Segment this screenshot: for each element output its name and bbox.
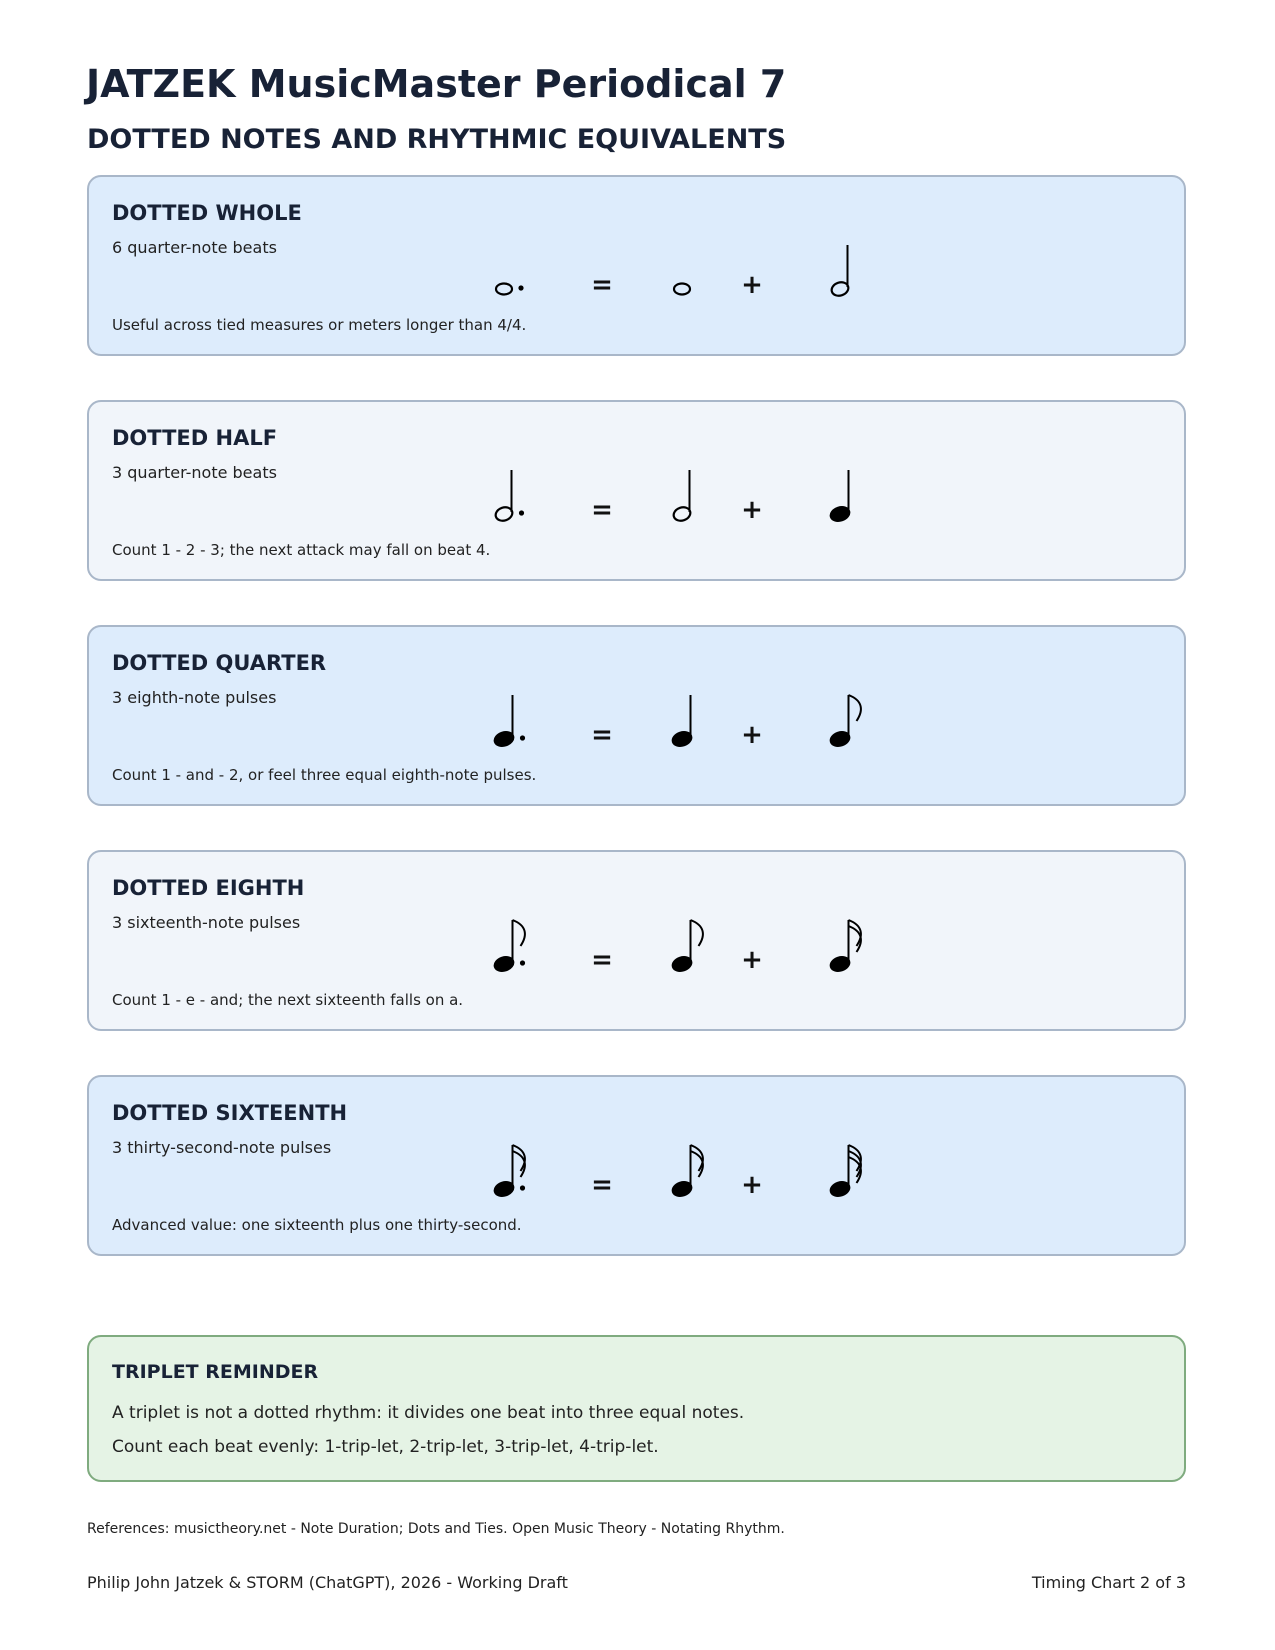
- card-dotted-quarter: [87, 625, 1186, 806]
- card-subtitle: 3 eighth-note pulses: [112, 688, 277, 707]
- half-note-icon: [672, 470, 692, 523]
- triplet-reminder-box: [87, 1335, 1186, 1482]
- card-subtitle: 3 sixteenth-note pulses: [112, 913, 301, 932]
- eighth-note-icon: [829, 695, 861, 748]
- card-note: Advanced value: one sixteenth plus one thirty-second.: [112, 1216, 522, 1234]
- card-title: DOTTED WHOLE: [112, 201, 302, 225]
- plus-sign: +: [741, 1170, 763, 1200]
- card-title: DOTTED EIGHTH: [112, 876, 305, 900]
- sixteenth-note-icon: [829, 920, 861, 973]
- note-equation: [489, 442, 989, 532]
- card-dotted-whole: [87, 175, 1186, 356]
- card-note: Count 1 - 2 - 3; the next attack may fall on beat 4.: [112, 541, 491, 559]
- whole-note-icon: [674, 284, 690, 295]
- equals-sign: =: [591, 945, 613, 975]
- page-title: JATZEK MusicMaster Periodical 7: [86, 62, 787, 106]
- sixteenth-note-icon: [671, 1145, 703, 1198]
- card-dotted-eighth: [87, 850, 1186, 1031]
- plus-sign: +: [741, 945, 763, 975]
- plus-sign: +: [741, 495, 763, 525]
- equals-sign: =: [591, 720, 613, 750]
- note-equation: [489, 667, 989, 757]
- triplet-title: TRIPLET REMINDER: [112, 1361, 319, 1383]
- references: References: musictheory.net - Note Duration; Dots and Ties. Open Music Theory - Notating Rhythm.: [87, 1521, 785, 1537]
- eighth-note-icon: [671, 920, 703, 973]
- footer-credit: Philip John Jatzek & STORM (ChatGPT), 2026 - Working Draft: [87, 1573, 568, 1592]
- card-subtitle: 3 thirty-second-note pulses: [112, 1138, 332, 1157]
- equals-sign: =: [591, 495, 613, 525]
- card-note: Useful across tied measures or meters longer than 4/4.: [112, 316, 527, 334]
- card-title: DOTTED QUARTER: [112, 651, 327, 675]
- note-equation: [489, 217, 989, 307]
- triplet-line-1: A triplet is not a dotted rhythm: it divides one beat into three equal notes.: [112, 1403, 745, 1423]
- plus-sign: +: [741, 270, 763, 300]
- triplet-line-2: Count each beat evenly: 1-trip-let, 2-trip-let, 3-trip-let, 4-trip-let.: [112, 1437, 659, 1457]
- quarter-note-icon: [671, 695, 693, 748]
- half-note-icon: [830, 245, 850, 298]
- note-equation: [489, 892, 989, 982]
- note-equation: [489, 1117, 989, 1207]
- dotted-eighth-note-icon: [493, 920, 525, 973]
- card-dotted-sixteenth: [87, 1075, 1186, 1256]
- card-title: DOTTED HALF: [112, 426, 278, 450]
- card-subtitle: 6 quarter-note beats: [112, 238, 277, 257]
- page-subtitle: DOTTED NOTES AND RHYTHMIC EQUIVALENTS: [87, 124, 787, 155]
- dotted-sixteenth-note-icon: [493, 1145, 525, 1198]
- equals-sign: =: [591, 270, 613, 300]
- card-dotted-half: [87, 400, 1186, 581]
- card-title: DOTTED SIXTEENTH: [112, 1101, 348, 1125]
- footer-page-label: Timing Chart 2 of 3: [1031, 1573, 1186, 1592]
- thirty-second-note-icon: [829, 1145, 861, 1198]
- equals-sign: =: [591, 1170, 613, 1200]
- card-note: Count 1 - e - and; the next sixteenth falls on a.: [112, 991, 464, 1009]
- quarter-note-icon: [829, 470, 851, 523]
- card-note: Count 1 - and - 2, or feel three equal eighth-note pulses.: [112, 766, 537, 784]
- dotted-whole-note-icon: [496, 284, 524, 295]
- dotted-half-note-icon: [494, 470, 524, 523]
- card-subtitle: 3 quarter-note beats: [112, 463, 277, 482]
- dotted-quarter-note-icon: [493, 695, 525, 748]
- plus-sign: +: [741, 720, 763, 750]
